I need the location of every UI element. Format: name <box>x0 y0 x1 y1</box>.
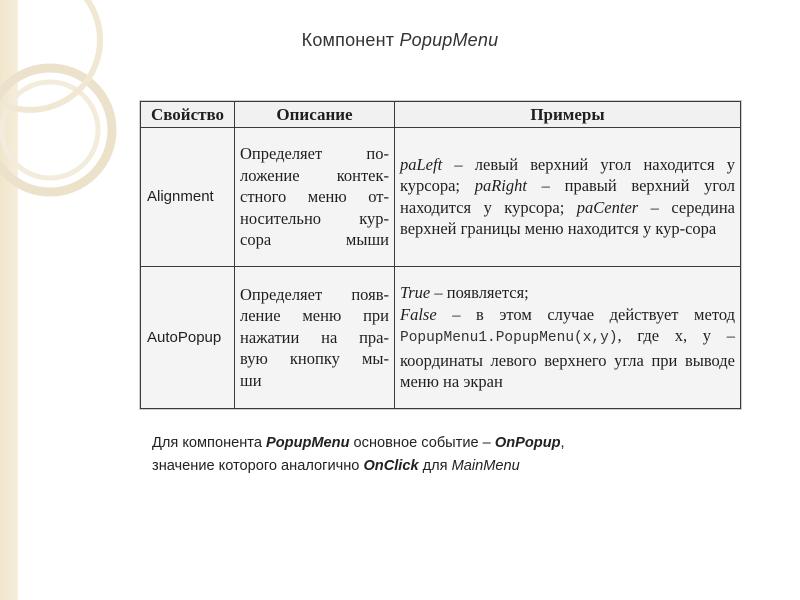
example-text: , где x, y – координаты левого верхнего угла при выводе меню на экран <box>400 326 735 392</box>
example-text: – в этом случае действует метод <box>436 304 735 324</box>
desc-line: ложение контек- <box>240 165 389 185</box>
properties-table-image <box>139 100 742 410</box>
example-term: paCenter <box>576 197 639 217</box>
property-example <box>395 266 741 408</box>
note-component: PopupMenu <box>266 435 350 451</box>
note-mainmenu: MainMenu <box>451 458 520 474</box>
note-text: основное событие – <box>349 435 495 451</box>
title-component: PopupMenu <box>399 30 499 50</box>
example-text: – правый верхний угол находится у курсора; <box>400 176 735 217</box>
example-term: paLeft <box>400 154 443 174</box>
desc-line: Определяет по- <box>240 144 389 164</box>
header-description: Описание <box>235 102 395 128</box>
slide-title <box>0 30 800 51</box>
note-paragraph <box>152 432 752 478</box>
property-name: Alignment <box>141 128 235 267</box>
header-property: Свойство <box>141 102 235 128</box>
property-example <box>395 128 741 267</box>
desc-line: носительно кур- <box>240 208 389 228</box>
property-description <box>235 128 395 267</box>
desc-line: ши <box>240 370 262 390</box>
example-text: – появляется; <box>430 283 529 303</box>
example-code: PopupMenu1.PopupMenu(x,y) <box>400 330 618 347</box>
desc-line: вую кнопку мы- <box>240 349 389 369</box>
example-text: – левый верхний угол находится у курсора; <box>400 154 735 196</box>
table-row <box>141 266 741 408</box>
property-description <box>235 266 395 408</box>
table-row <box>141 128 741 267</box>
property-name: AutoPopup <box>141 266 235 408</box>
table-header-row <box>141 102 741 128</box>
example-text: – середина верхней границы меню находится у кур-сора <box>400 197 735 239</box>
desc-line: стного меню от- <box>240 187 389 207</box>
note-text: Для компонента <box>152 435 266 451</box>
note-onclick: OnClick <box>363 458 419 474</box>
header-examples: Примеры <box>395 102 741 128</box>
note-text: значение которого аналогично <box>152 458 364 474</box>
desc-line: ление меню при <box>240 306 389 326</box>
example-term: True <box>400 283 431 303</box>
example-term: paRight <box>474 176 527 196</box>
desc-line: Определяет появ- <box>240 284 389 304</box>
desc-line: нажатии на пра- <box>240 327 389 347</box>
slide-side-strip <box>0 0 18 600</box>
example-term: False <box>400 304 437 324</box>
desc-line: сора мыши <box>240 230 389 250</box>
note-text: , <box>560 435 565 451</box>
note-event: OnPopup <box>494 435 561 451</box>
title-prefix: Компонент <box>301 30 395 50</box>
properties-table <box>140 101 741 409</box>
note-text: для <box>418 458 452 474</box>
